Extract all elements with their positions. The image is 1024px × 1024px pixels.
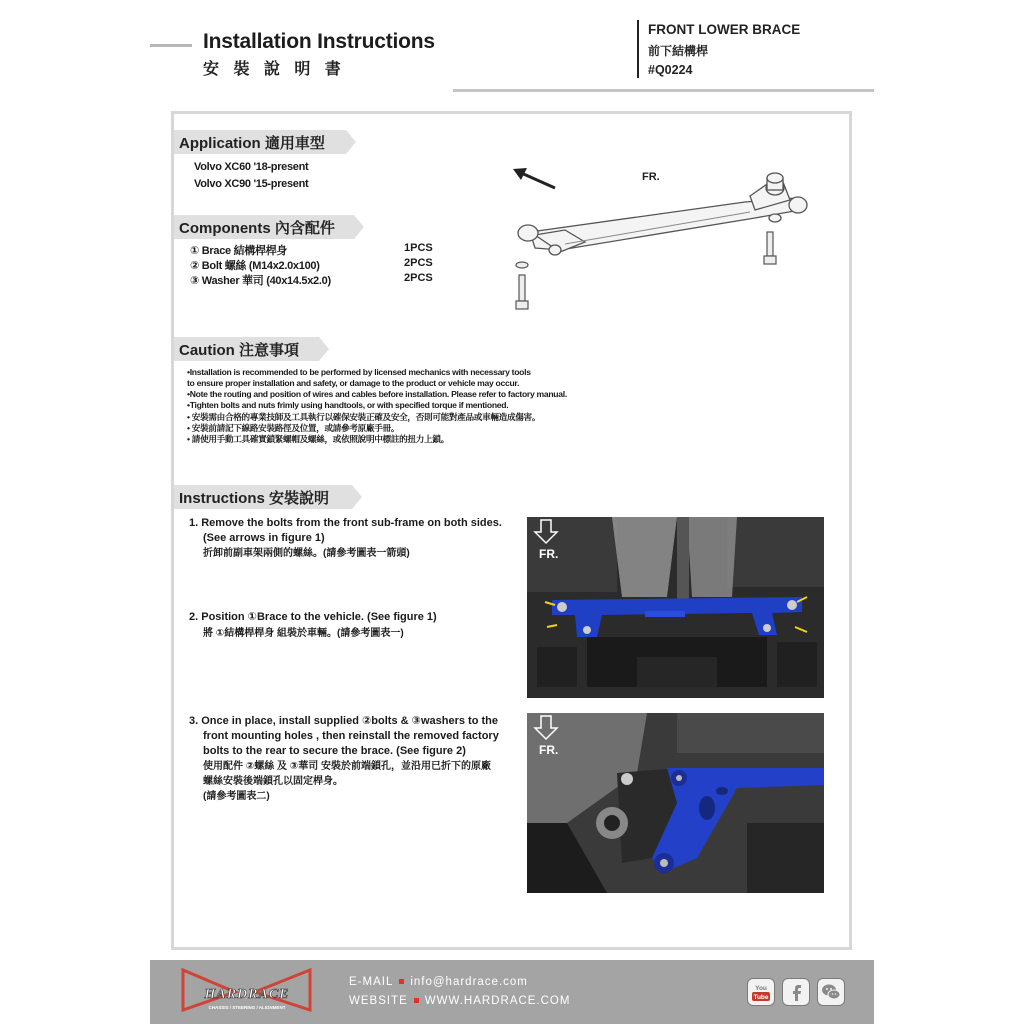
website-bullet-icon: [414, 998, 419, 1003]
component-washer: ③ Washer 華司 (40x14.5x2.0): [190, 275, 331, 287]
caution-line-6: • 安裝前請記下線路安裝路徑及位置，或請參考原廠手冊。: [187, 423, 400, 433]
product-name: FRONT LOWER BRACE: [648, 22, 801, 37]
website-label: WEBSITE: [349, 995, 408, 1007]
step-3-line-4: 使用配件 ②螺絲 及 ③華司 安裝於前端鎖孔，並沿用已折下的原廠: [203, 761, 492, 772]
caution-line-2: to ensure proper installation and safety, or damage to the product or vehicle may occur.: [187, 378, 520, 388]
step-3-line-2: front mounting holes , then reinstall the removed factory: [203, 730, 499, 742]
wechat-icon[interactable]: [817, 978, 845, 1006]
step-3-line-3: bolts to the rear to secure the brace. (See figure 2): [203, 745, 466, 757]
component-washer-qty: 2PCS: [404, 272, 433, 284]
figure-2-photo: [527, 713, 824, 893]
figure-2-fr-label: FR.: [539, 743, 559, 757]
caution-line-4: •Tighten bolts and nuts frimly using handtools, or with specified torque if mentioned.: [187, 400, 509, 410]
step-1-line-2: (See arrows in figure 1): [203, 532, 325, 544]
step-1-line-1: 1. Remove the bolts from the front sub-frame on both sides.: [189, 517, 502, 529]
front-direction-arrow-icon: [513, 168, 555, 188]
figure-1-photo: [527, 517, 824, 698]
page-title: Installation Instructions: [203, 30, 435, 53]
vehicle-2: Volvo XC90 '15-present: [194, 178, 309, 190]
header-divider: [637, 20, 639, 78]
component-brace-qty: 1PCS: [404, 242, 433, 254]
header-rule-right: [453, 89, 874, 92]
hardrace-tagline: CHASSIS / STEERING / ALIGNMENT: [208, 1005, 286, 1010]
youtube-icon[interactable]: [747, 978, 775, 1006]
component-bolt-qty: 2PCS: [404, 257, 433, 269]
website-link[interactable]: WWW.HARDRACE.COM: [424, 995, 571, 1007]
step-2-line-1: 2. Position ①Brace to the vehicle. (See figure 1): [189, 611, 437, 623]
facebook-icon[interactable]: [782, 978, 810, 1006]
footer-website-row: [349, 995, 570, 1007]
footer-email-row: [349, 976, 528, 988]
header-rule-left: [150, 44, 192, 47]
components-heading: Components 內含配件: [174, 215, 354, 239]
diagram-fr-label: FR.: [642, 171, 660, 183]
figure-1-fr-label: FR.: [539, 547, 559, 561]
svg-text:Tube: Tube: [753, 994, 769, 1001]
brace-diagram: [505, 160, 815, 315]
caution-line-3: •Note the routing and position of wires and cables before installation. Please refer to factory manual.: [187, 389, 567, 399]
caution-heading: Caution 注意事項: [174, 337, 319, 361]
email-label: E-MAIL: [349, 976, 394, 988]
step-3-line-1: 3. Once in place, install supplied ②bolts & ③washers to the: [189, 715, 498, 727]
step-2-line-2: 將 ①結構桿桿身 組裝於車輛。(請參考圖表一): [203, 628, 404, 639]
svg-text:You: You: [755, 985, 767, 992]
vehicle-1: Volvo XC60 '18-present: [194, 161, 309, 173]
step-3-line-5: 螺絲安裝後端鎖孔以固定桿身。: [203, 776, 343, 787]
step-3-line-6: (請參考圖表二): [203, 791, 270, 802]
hardrace-logo-text: HARDRACE: [204, 987, 290, 1002]
email-bullet-icon: [399, 979, 404, 984]
instructions-heading: Instructions 安裝說明: [174, 485, 352, 509]
step-1-line-3: 折卸前副車架兩側的螺絲。(請參考圖表一箭頭): [203, 548, 410, 559]
hardrace-logo: [175, 966, 320, 1012]
component-bolt: ② Bolt 螺絲 (M14x2.0x100): [190, 260, 320, 272]
part-number: #Q0224: [648, 63, 693, 77]
component-brace: ① Brace 結構桿桿身: [190, 245, 288, 257]
email-link[interactable]: info@hardrace.com: [410, 976, 528, 988]
caution-line-7: • 請使用手動工具確實鎖緊螺帽及螺絲，或依照說明中標註的扭力上鎖。: [187, 434, 449, 444]
product-name-cn: 前下結構桿: [648, 44, 709, 58]
page-title-cn: 安 裝 說 明 書: [203, 61, 346, 78]
caution-line-1: •Installation is recommended to be performed by licensed mechanics with necessary tools: [187, 367, 531, 377]
caution-line-5: • 安裝需由合格的專業技師及工具執行以確保安裝正確及安全，否則可能對產品或車輛造成傷害。: [187, 412, 541, 422]
application-heading: Application 適用車型: [174, 130, 346, 154]
